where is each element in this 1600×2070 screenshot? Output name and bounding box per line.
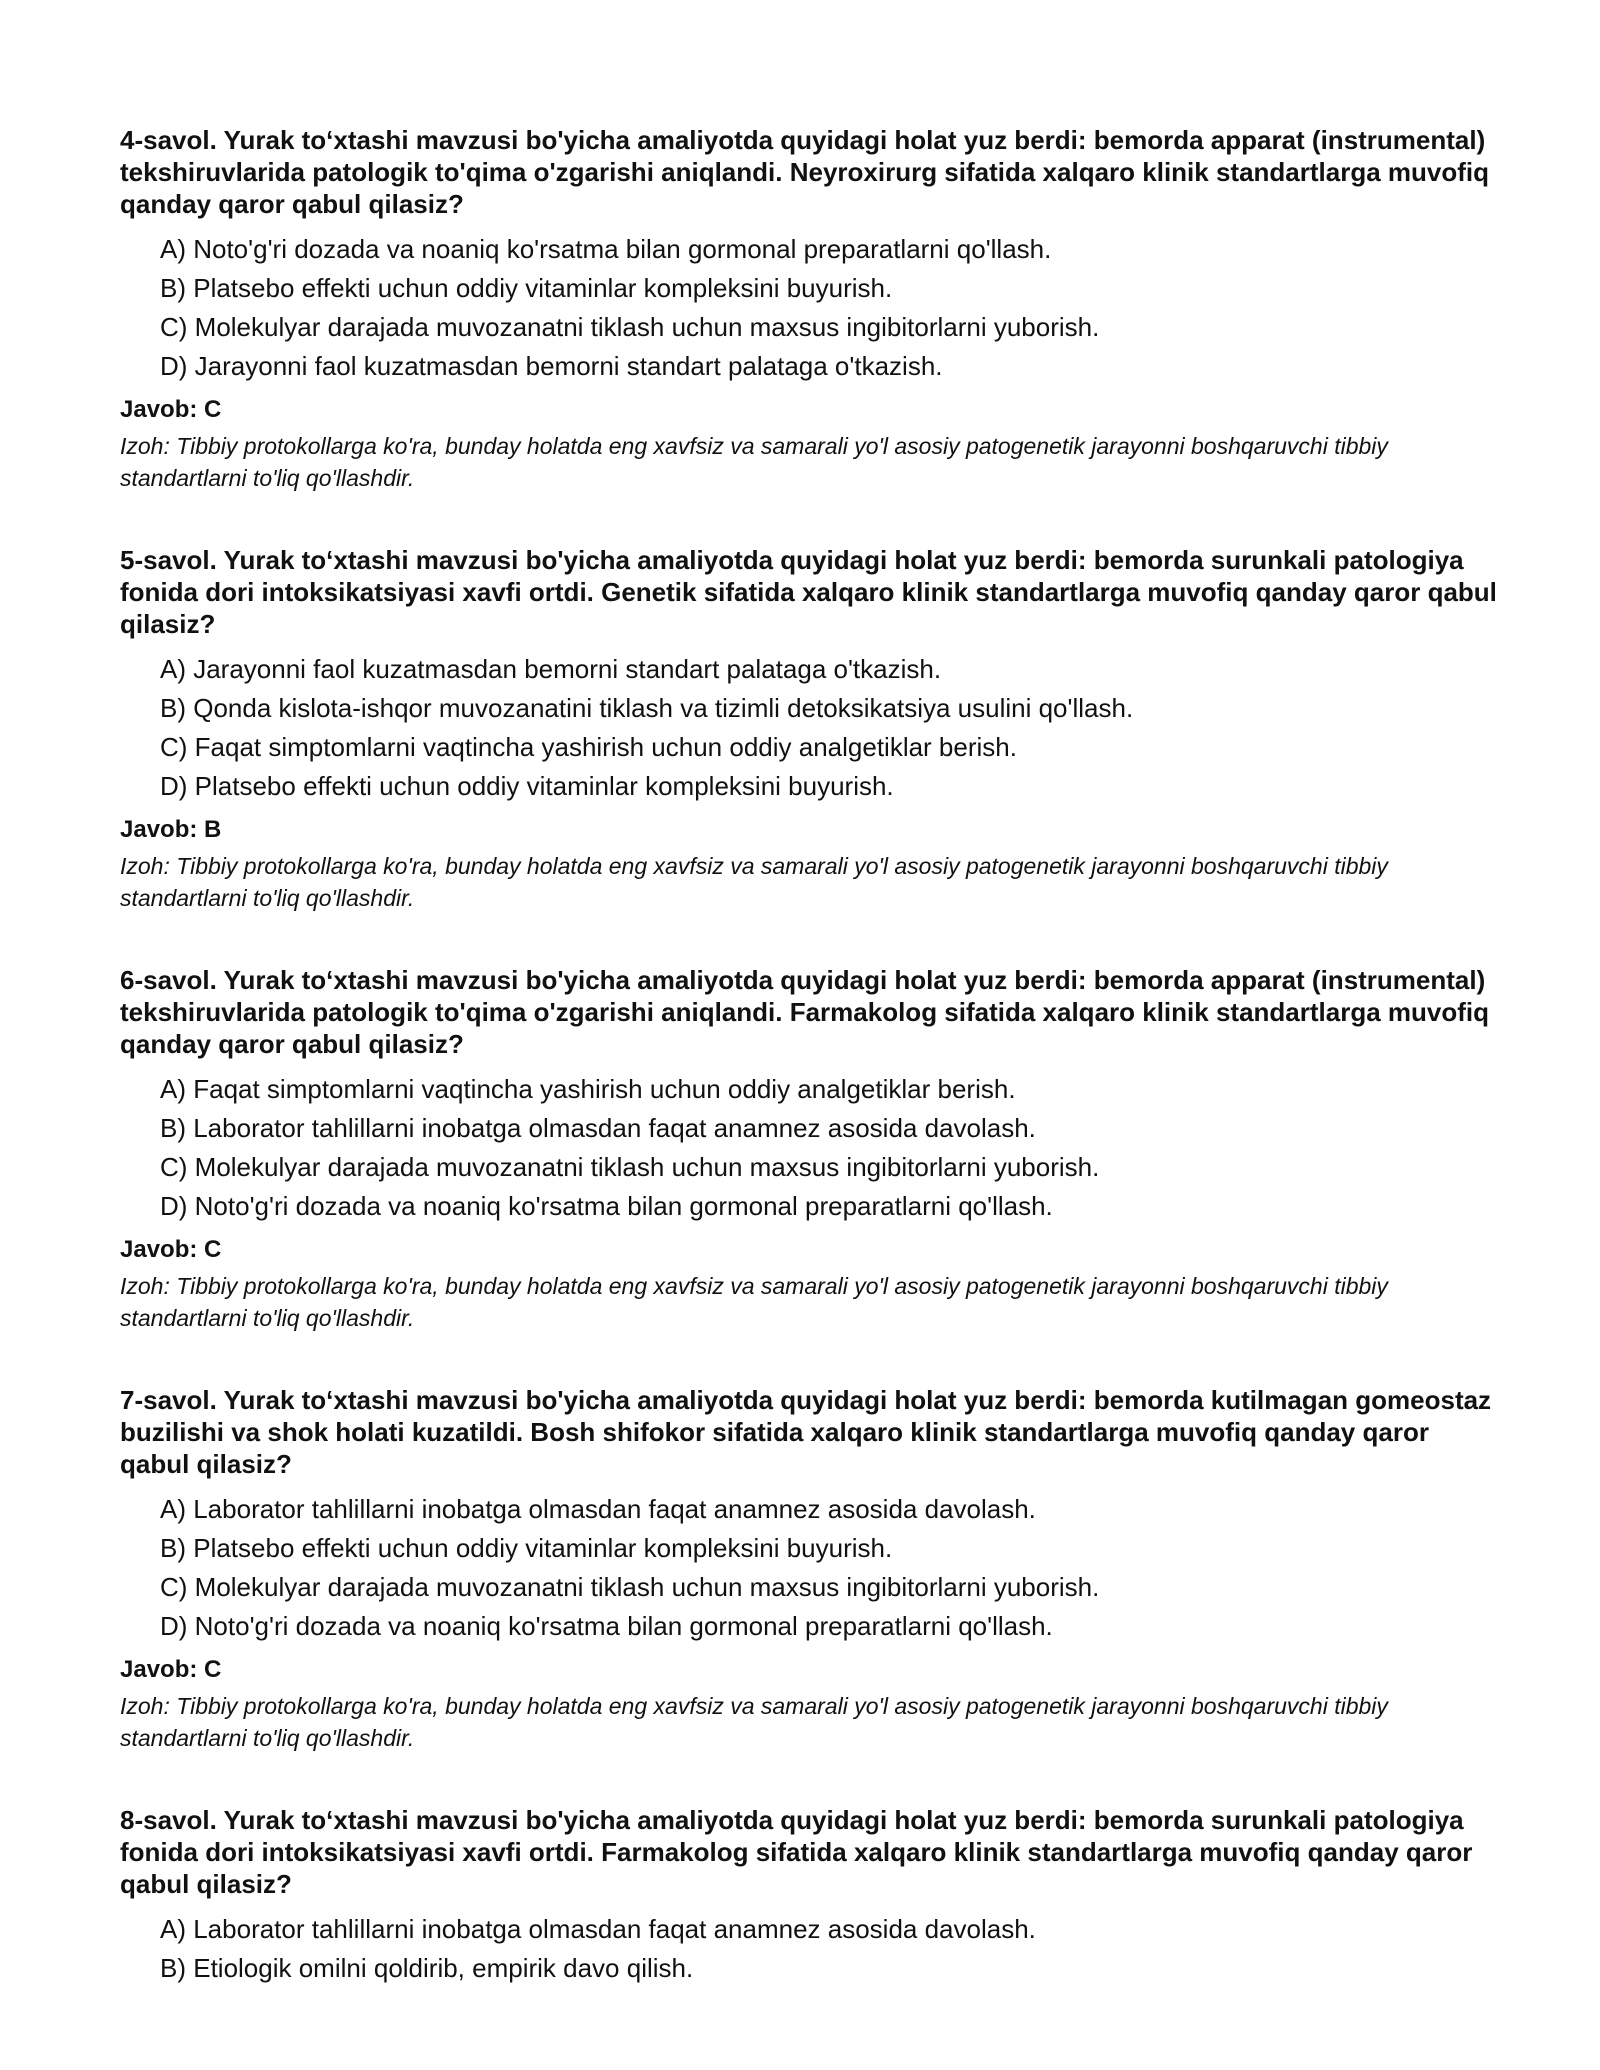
question-4 <box>120 124 1500 494</box>
question-text: 5-savol. Yurak to‘xtashi mavzusi bo'yicha amaliyotda quyidagi holat yuz berdi: bemorda surunkali patologiya fonida dori intoksikatsiyasi xavfi ortdi. Genetik sifatida xalqaro klinik standartlarga muvofiq qanday qaror qabul qilasiz? <box>120 545 1497 639</box>
option-a: A) Jarayonni faol kuzatmasdan bemorni standart palataga o'tkazish. <box>160 654 942 684</box>
option-d: D) Platsebo effekti uchun oddiy vitaminlar kompleksini buyurish. <box>160 771 894 801</box>
answer: Javob: C <box>120 396 222 423</box>
options-list <box>120 1490 1500 1646</box>
explanation: Izoh: Tibbiy protokollarga ko'ra, bunday holatda eng xavfsiz va samarali yo'l asosiy patogenetik jarayonni boshqaruvchi tibbiy standartlarni to'liq qo'llashdir. <box>120 853 1388 911</box>
explanation: Izoh: Tibbiy protokollarga ko'ra, bunday holatda eng xavfsiz va samarali yo'l asosiy patogenetik jarayonni boshqaruvchi tibbiy standartlarni to'liq qo'llashdir. <box>120 1273 1388 1331</box>
options-list <box>120 230 1500 386</box>
explanation: Izoh: Tibbiy protokollarga ko'ra, bunday holatda eng xavfsiz va samarali yo'l asosiy patogenetik jarayonni boshqaruvchi tibbiy standartlarni to'liq qo'llashdir. <box>120 433 1388 491</box>
answer: Javob: C <box>120 1656 222 1683</box>
option-c: C) Faqat simptomlarni vaqtincha yashirish uchun oddiy analgetiklar berish. <box>160 732 1017 762</box>
option-b: B) Laborator tahlillarni inobatga olmasdan faqat anamnez asosida davolash. <box>160 1113 1036 1143</box>
options-list <box>120 1910 1500 1988</box>
question-8 <box>120 1804 1500 1988</box>
question-text: 4-savol. Yurak to‘xtashi mavzusi bo'yicha amaliyotda quyidagi holat yuz berdi: bemorda apparat (instrumental) tekshiruvlarida patologik to'qima o'zgarishi aniqlandi. Neyroxirurg sifatida xalqaro klinik standartlarga muvofiq qanday qaror qabul qilasiz? <box>120 125 1490 219</box>
option-d: D) Noto'g'ri dozada va noaniq ko'rsatma bilan gormonal preparatlarni qo'llash. <box>160 1611 1053 1641</box>
question-6 <box>120 964 1500 1334</box>
option-a: A) Laborator tahlillarni inobatga olmasdan faqat anamnez asosida davolash. <box>160 1914 1036 1944</box>
document-page <box>120 124 1500 2038</box>
question-text: 6-savol. Yurak to‘xtashi mavzusi bo'yicha amaliyotda quyidagi holat yuz berdi: bemorda apparat (instrumental) tekshiruvlarida patologik to'qima o'zgarishi aniqlandi. Farmakolog sifatida xalqaro klinik standartlarga muvofiq qanday qaror qabul qilasiz? <box>120 965 1489 1059</box>
option-d: D) Jarayonni faol kuzatmasdan bemorni standart palataga o'tkazish. <box>160 351 943 381</box>
option-a: A) Faqat simptomlarni vaqtincha yashirish uchun oddiy analgetiklar berish. <box>160 1074 1016 1104</box>
answer: Javob: C <box>120 1236 222 1263</box>
option-c: C) Molekulyar darajada muvozanatni tiklash uchun maxsus ingibitorlarni yuborish. <box>160 1572 1100 1602</box>
explanation: Izoh: Tibbiy protokollarga ko'ra, bunday holatda eng xavfsiz va samarali yo'l asosiy patogenetik jarayonni boshqaruvchi tibbiy standartlarni to'liq qo'llashdir. <box>120 1693 1388 1751</box>
option-b: B) Platsebo effekti uchun oddiy vitaminlar kompleksini buyurish. <box>160 273 893 303</box>
option-c: C) Molekulyar darajada muvozanatni tiklash uchun maxsus ingibitorlarni yuborish. <box>160 312 1100 342</box>
options-list <box>120 650 1500 806</box>
question-text: 8-savol. Yurak to‘xtashi mavzusi bo'yicha amaliyotda quyidagi holat yuz berdi: bemorda surunkali patologiya fonida dori intoksikatsiyasi xavfi ortdi. Farmakolog sifatida xalqaro klinik standartlarga muvofiq qanday qaror qabul qilasiz? <box>120 1805 1473 1899</box>
options-list <box>120 1070 1500 1226</box>
question-5 <box>120 544 1500 914</box>
question-7 <box>120 1384 1500 1754</box>
option-b: B) Etiologik omilni qoldirib, empirik davo qilish. <box>160 1953 694 1983</box>
question-text: 7-savol. Yurak to‘xtashi mavzusi bo'yicha amaliyotda quyidagi holat yuz berdi: bemorda kutilmagan gomeostaz buzilishi va shok holati kuzatildi. Bosh shifokor sifatida xalqaro klinik standartlarga muvofiq qanday qaror qabul qilasiz? <box>120 1385 1492 1479</box>
option-b: B) Platsebo effekti uchun oddiy vitaminlar kompleksini buyurish. <box>160 1533 893 1563</box>
option-c: C) Molekulyar darajada muvozanatni tiklash uchun maxsus ingibitorlarni yuborish. <box>160 1152 1100 1182</box>
option-a: A) Laborator tahlillarni inobatga olmasdan faqat anamnez asosida davolash. <box>160 1494 1036 1524</box>
answer: Javob: B <box>120 816 222 843</box>
option-b: B) Qonda kislota-ishqor muvozanatini tiklash va tizimli detoksikatsiya usulini qo'llash. <box>160 693 1134 723</box>
option-a: A) Noto'g'ri dozada va noaniq ko'rsatma bilan gormonal preparatlarni qo'llash. <box>160 234 1052 264</box>
option-d: D) Noto'g'ri dozada va noaniq ko'rsatma bilan gormonal preparatlarni qo'llash. <box>160 1191 1053 1221</box>
